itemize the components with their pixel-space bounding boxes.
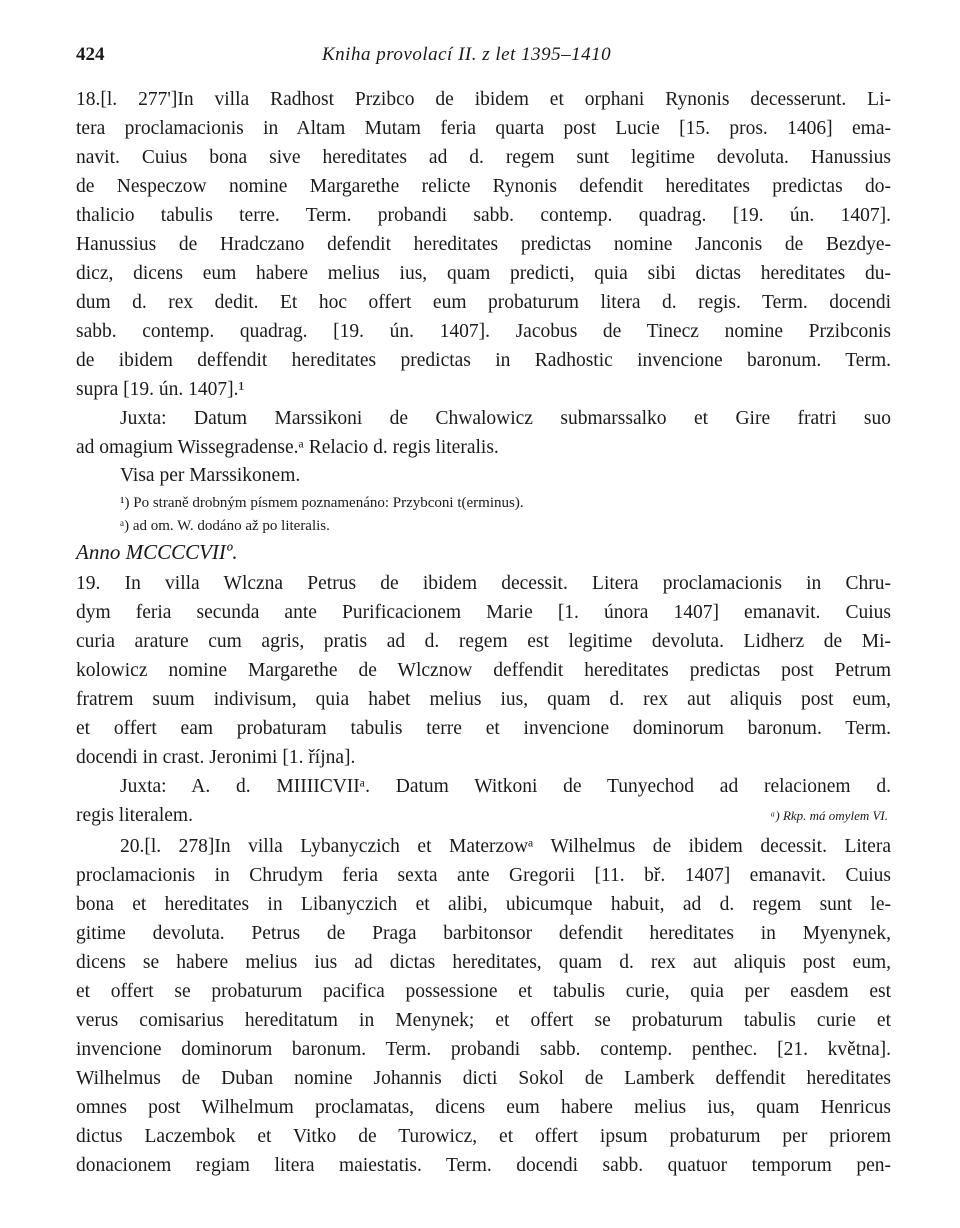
text-line: docendi in crast. Jeronimi [1. října].	[76, 747, 356, 768]
text-line: Visa per Marssikonem.	[120, 465, 301, 486]
text-line: et offert se probaturum pacifica possessione et tabulis curie, quia per easdem est	[76, 981, 891, 1002]
text-line: invencione dominorum baronum. Term. probandi sabb. contemp. penthec. [21. května].	[76, 1039, 891, 1060]
text-line: de Nespeczow nomine Margarethe relicte Rynonis defendit hereditates predictas do-	[76, 176, 891, 197]
text-line: 18.[l. 277']In villa Radhost Przibco de ibidem et orphani Rynonis decesserunt. Li-	[76, 89, 891, 110]
text-line: Juxta: Datum Marssikoni de Chwalowicz submarssalko et Gire fratri suo	[120, 408, 891, 429]
text-line: proclamacionis in Chrudym feria sexta ante Gregorii [11. bř. 1407] emanavit. Cuius	[76, 865, 891, 886]
text-line: supra [19. ún. 1407].¹	[76, 379, 245, 400]
text-line: dictus Laczembok et Vitko de Turowicz, et offert ipsum probaturum per priorem	[76, 1126, 891, 1147]
text-line: de ibidem deffendit hereditates predictas in Radhostic invencione baronum. Term.	[76, 350, 891, 371]
footnote: ¹) Po straně drobným písmem poznamenáno: Przybconi t(erminus).	[120, 495, 524, 511]
footnote: ᵃ) ad om. W. dodáno až po literalis.	[120, 518, 330, 534]
text-line: navit. Cuius bona sive hereditates ad d. regem sunt legitime devoluta. Hanussius	[76, 147, 891, 168]
text-line: 19. In villa Wlczna Petrus de ibidem decessit. Litera proclamacionis in Chru-	[76, 573, 891, 594]
text-line: thalicio tabulis terre. Term. probandi sabb. contemp. quadrag. [19. ún. 1407].	[76, 205, 891, 226]
text-line: omnes post Wilhelmum proclamatas, dicens eum habere melius ius, quam Henricus	[76, 1097, 891, 1118]
text-line: regis literalem.	[76, 805, 193, 826]
text-line: et offert eam probaturam tabulis terre et invencione dominorum baronum. Term.	[76, 718, 891, 739]
text-line: fratrem suum indivisum, quia habet melius ius, quam d. rex aut aliquis post eum,	[76, 689, 891, 710]
running-title: Kniha provolací II. z let 1395–1410	[322, 44, 612, 65]
text-line: Wilhelmus de Duban nomine Johannis dicti Sokol de Lamberk deffendit hereditates	[76, 1068, 891, 1089]
text-line: 20.[l. 278]In villa Lybanyczich et Materzowᵃ Wilhelmus de ibidem decessit. Litera	[120, 836, 891, 857]
text-line: donacionem regiam litera maiestatis. Term. docendi sabb. quatuor temporum pen-	[76, 1155, 891, 1176]
year-heading: Anno MCCCCVIIº.	[76, 540, 238, 564]
text-line: curia arature cum agris, pratis ad d. regem est legitime devoluta. Lidherz de Mi-	[76, 631, 891, 652]
text-line: dum d. rex dedit. Et hoc offert eum probaturum litera d. regis. Term. docendi	[76, 292, 891, 313]
text-line: sabb. contemp. quadrag. [19. ún. 1407]. Jacobus de Tinecz nomine Przibconis	[76, 321, 891, 342]
page-header	[76, 44, 886, 72]
text-line: Hanussius de Hradczano defendit hereditates predictas nomine Janconis de Bezdye-	[76, 234, 891, 255]
text-line: bona et hereditates in Libanyczich et alibi, ubicumque habuit, ad d. regem sunt le-	[76, 894, 891, 915]
text-line: tera proclamacionis in Altam Mutam feria quarta post Lucie [15. pros. 1406] ema-	[76, 118, 891, 139]
text-line: Juxta: A. d. MIIIICVIIᵃ. Datum Witkoni de Tunyechod ad relacionem d.	[120, 776, 891, 797]
page-number: 424	[76, 44, 105, 65]
text-line: verus comisarius hereditatum in Menynek; et offert se probaturum tabulis curie et	[76, 1010, 891, 1031]
text-line: kolowicz nomine Margarethe de Wlcznow deffendit hereditates predictas post Petrum	[76, 660, 891, 681]
text-line: dym feria secunda ante Purificacionem Marie [1. února 1407] emanavit. Cuius	[76, 602, 891, 623]
text-line: dicz, dicens eum habere melius ius, quam predicti, quia sibi dictas hereditates du-	[76, 263, 891, 284]
side-note: ᵃ) Rkp. má omylem VI.	[770, 808, 888, 823]
text-line: dicens se habere melius ius ad dictas hereditates, quam d. rex aut aliquis post eum,	[76, 952, 891, 973]
text-line: gitime devoluta. Petrus de Praga barbitonsor defendit hereditates in Myenynek,	[76, 923, 891, 944]
text-line: ad omagium Wissegradense.ᵃ Relacio d. regis literalis.	[76, 437, 499, 458]
